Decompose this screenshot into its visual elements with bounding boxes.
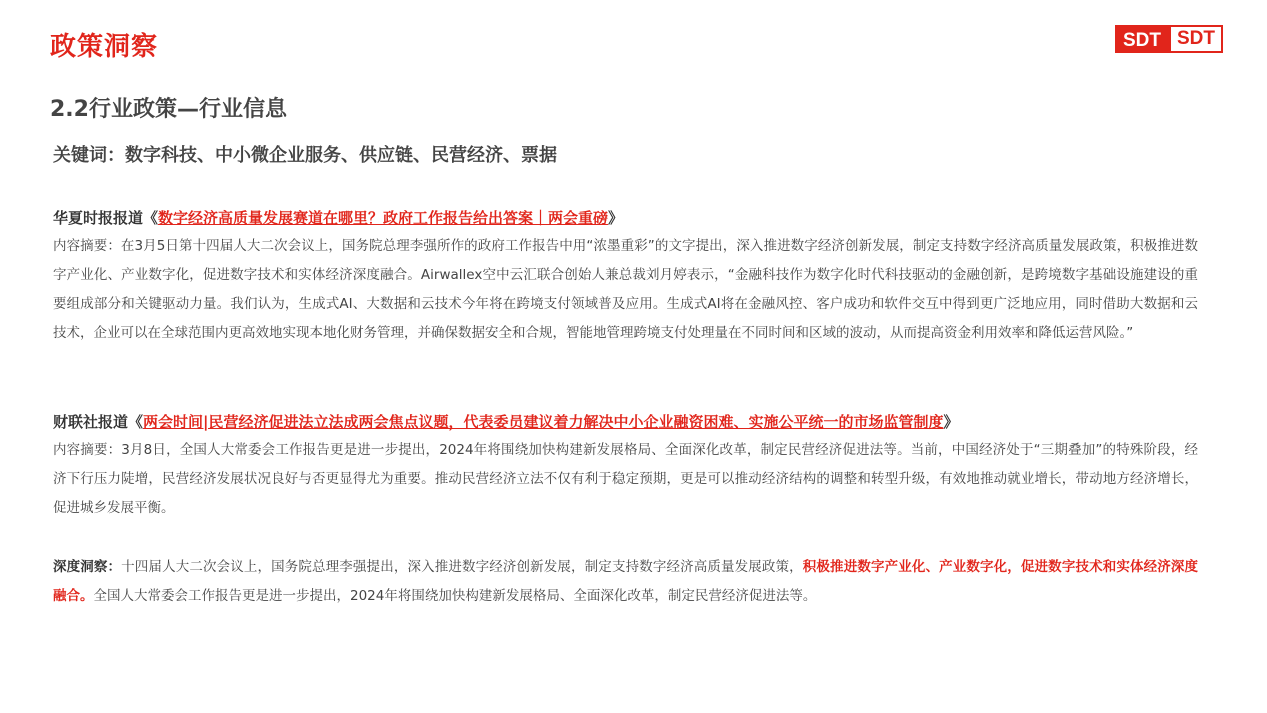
logo-left: SDT: [1115, 25, 1169, 53]
page-header-title: 政策洞察: [50, 32, 159, 62]
article-summary: 内容摘要：3月8日，全国人大常委会工作报告更是进一步提出，2024年将围绕加快构建新发展格局、全面深化改革，制定民营经济促进法等。当前，中国经济处于“三期叠加”的特殊阶段，经济下行压力陡增，民营经济发展状况良好与否更显得尤为重要。推动民营经济立法不仅有利于稳定预期，更是可以推动经济结构的调整和转型升级，有效地推动就业增长，带动地方经济增长，促进城乡发展平衡。: [53, 442, 1198, 516]
insight-text: 十四届人大二次会议上，国务院总理李强提出，深入推进数字经济创新发展，制定支持数字经济高质量发展政策，: [121, 559, 803, 575]
article-headline-link[interactable]: 两会时间|民营经济促进法立法成两会焦点议题，代表委员建议着力解决中小企业融资困难、实施公平统一的市场监管制度: [143, 413, 944, 431]
deep-insight: [53, 553, 1198, 611]
insight-text-2: 全国人大常委会工作报告更是进一步提出，2024年将围绕加快构建新发展格局、全面深化改革，制定民营经济促进法等。: [93, 588, 817, 604]
article-1: [53, 207, 1198, 348]
sdt-logo: [1115, 25, 1223, 53]
article-source: 华夏时报报道《: [53, 209, 159, 227]
article-summary: 内容摘要：在3月5日第十四届人大二次会议上，国务院总理李强所作的政府工作报告中用“浓墨重彩”的文字提出，深入推进数字经济创新发展，制定支持数字经济高质量发展政策，积极推进数字产业化、产业数字化，促进数字技术和实体经济深度融合。Airwallex空中云汇联合创始人兼总裁刘月婷表示，“金融科技作为数字化时代科技驱动的金融创新，是跨境数字基础设施建设的重要组成部分和关键驱动力量。我们认为，生成式AI、大数据和云技术今年将在跨境支付领域普及应用。生成式AI将在金融风控、客户成功和软件交互中得到更广泛地应用，同时借助大数据和云技术，企业可以在全球范围内更高效地实现本地化财务管理，并确保数据安全和合规，智能地管理跨境支付处理量在不同时间和区域的波动，从而提高资金利用效率和降低运营风险。”: [53, 238, 1198, 341]
article-title: [53, 411, 1198, 433]
keywords: 关键词：数字科技、中小微企业服务、供应链、民营经济、票据: [53, 145, 557, 166]
logo-right: SDT: [1169, 25, 1223, 53]
article-close: 》: [608, 209, 624, 227]
article-title: [53, 207, 1198, 229]
article-2: [53, 411, 1198, 523]
article-headline-link[interactable]: 数字经济高质量发展赛道在哪里？政府工作报告给出答案｜两会重磅: [158, 209, 609, 227]
insight-highlight: 积极推进数字产业化、产业数字化，促进数字技术和实体经济深度融合。: [53, 559, 1199, 604]
section-title: 2.2行业政策—行业信息: [50, 97, 287, 122]
article-close: 》: [943, 413, 959, 431]
article-source: 财联社报道《: [53, 413, 144, 431]
insight-label: 深度洞察：: [53, 559, 122, 575]
